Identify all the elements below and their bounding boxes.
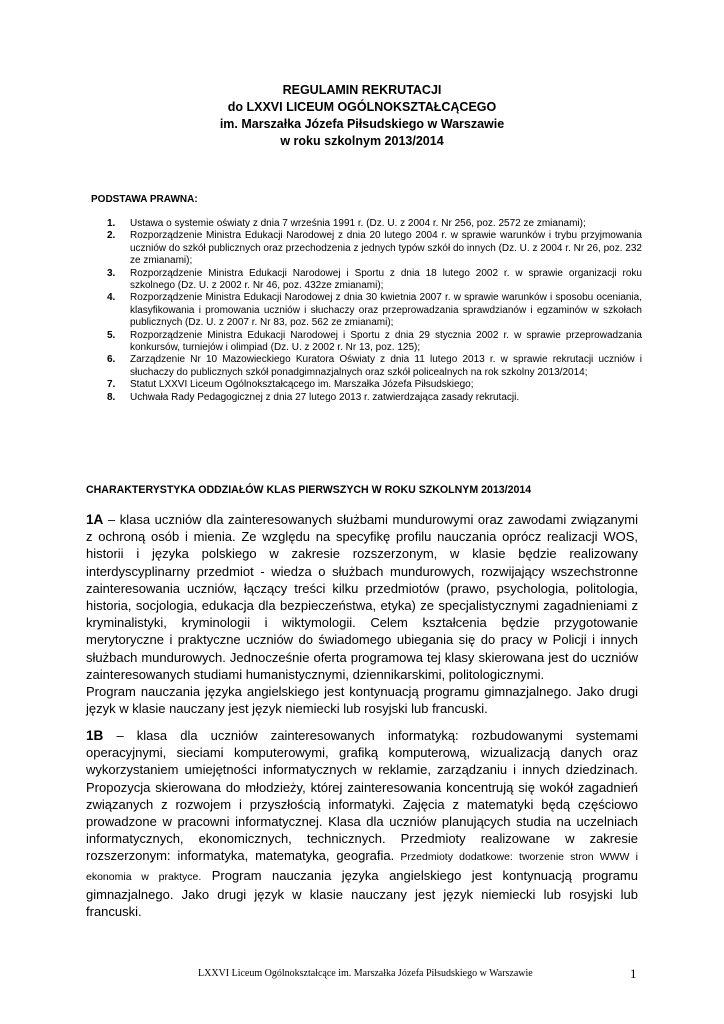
list-item-number: 6. <box>107 354 116 366</box>
class-1a-language: Program nauczania języka angielskiego jest kontynuacją programu gimnazjalnego. Jako drugi język w klasie nauczany jest język niemiecki lub rosyjski lub francuski. <box>86 684 638 717</box>
list-item-text: Ustawa o systemie oświaty z dnia 7 września 1991 r. (Dz. U. z 2004 r. Nr 256, poz. 2572 ze zmianami); <box>130 218 586 229</box>
title-line-2: do LXXVI LICEUM OGÓLNOKSZTAŁCĄCEGO <box>227 100 497 114</box>
class-1a-text: – klasa uczniów dla zainteresowanych służbami mundurowymi oraz zawodami związanymi z ochroną osób i mienia. Ze względu na specyfikę profilu nauczania oprócz realizacji WOS, historii i języka polskiego w zakresie rozszerzonym, w klasie będzie realizowany interdyscyplinarny przedmiot - wiedza o służbach mundurowych, rozwijający wszechstronne zainteresowania uczniów, łączący treści kilku przedmiotów (prawo, psychologia, politologia, historia, socjologia, edukacja dla bezpieczeństwa, etyka) ze specjalistycznymi zagadnieniami z kryminalistyki, kryminologii i wiktymologii. Celem kształcenia będzie przygotowanie merytoryczne i praktyczne uczniów do świadomego ubiegania się do pracy w Policji i innych służbach mundurowych. Jednocześnie oferta programowa tej klasy skierowana jest do uczniów zainteresowanych studiami humanistycznymi, dziennikarskimi, politologicznymi. <box>86 512 638 682</box>
page-number: 1 <box>630 966 637 981</box>
class-1a-paragraph <box>86 511 638 683</box>
class-1b-extra-subjects: Przedmioty dodatkowe: tworzenie stron WWW i ekonomia w praktyce. <box>86 851 638 883</box>
list-item-number: 1. <box>107 218 116 229</box>
class-1b-language: Program nauczania języka angielskiego jest kontynuacją programu gimnazjalnego. Jako drugi język w klasie nauczany jest język niemiecki lub rosyjski lub francuski. <box>86 867 638 920</box>
list-item <box>100 218 642 230</box>
list-item-text: Rozporządzenie Ministra Edukacji Narodowej i Sportu z dnia 29 stycznia 2002 r. w sprawie przeprowadzania konkursów, turniejów i olimpiad (Dz. U. z 2002 r. Nr 13, poz. 125); <box>130 329 642 354</box>
class-1a-description <box>86 511 638 717</box>
page-footer: LXXVI Liceum Ogólnokształcące im. Marszałka Józefa Piłsudskiego w Warszawie <box>198 968 533 979</box>
class-1a-tag: 1A <box>86 512 104 527</box>
list-item-number: 8. <box>107 391 116 403</box>
list-item-text: Rozporządzenie Ministra Edukacji Narodowej z dnia 30 kwietnia 2007 r. w sprawie warunków i sposobu oceniania, klasyfikowania i promowania uczniów i słuchaczy oraz przeprowadzania sprawdzianów i egzaminów w szkołach publicznych (Dz. U. z 2007 r. Nr 83, poz. 562 ze zmianami); <box>130 292 642 329</box>
characteristics-heading: CHARAKTERYSTYKA ODDZIAŁÓW KLAS PIERWSZYCH W ROKU SZKOLNYM 2013/2014 <box>86 484 532 496</box>
list-item-number: 3. <box>107 267 116 279</box>
list-item-text: Zarządzenie Nr 10 Mazowieckiego Kuratora Oświaty z dnia 11 lutego 2013 r. w sprawie rekrutacji uczniów i słuchaczy do publicznych szkół ponadgimnazjalnych oraz szkół policealnych na rok szkolny 2013/2014; <box>130 354 642 378</box>
list-item-number: 7. <box>107 379 116 391</box>
class-1b-text: – klasa dla uczniów zainteresowanych informatyką: rozbudowanymi systemami operacyjnymi, sieciami komputerowymi, grafiką komputerową, wizualizacją danych oraz wykorzystaniem umiejętności informatycznych w reklamie, zarządzaniu i innych dziedzinach. Propozycja skierowana do młodzieży, której zainteresowania koncentrują się wokół zagadnień związanych z rozwojem i przyszłością informatyki. Zajęcia z matematyki będą częściowo prowadzone w pracowni informatycznej. Klasa dla uczniów planujących studia na uczelniach informatycznych, ekonomicznych, technicznych. Przedmioty realizowane w zakresie rozszerzonym: informatyka, matematyka, geografia. <box>86 728 638 864</box>
title-line-4: w roku szkolnym 2013/2014 <box>280 134 444 148</box>
document-title <box>150 82 574 150</box>
list-item <box>100 354 642 379</box>
list-item <box>100 292 642 329</box>
list-item <box>100 379 642 391</box>
list-item <box>100 330 642 355</box>
list-item-number: 2. <box>107 230 116 242</box>
list-item-text: Statut LXXVI Liceum Ogólnokształcącego im. Marszałka Józefa Piłsudskiego; <box>130 379 474 391</box>
list-item-text: Rozporządzenie Ministra Edukacji Narodowej i Sportu z dnia 18 lutego 2002 r. w sprawie organizacji roku szkolnego (Dz. U. z 2002 r. Nr 46, poz. 432ze zmianami); <box>130 267 642 292</box>
title-line-1: REGULAMIN REKRUTACJI <box>282 83 442 97</box>
list-item-number: 4. <box>107 292 116 304</box>
legal-basis-list <box>100 218 642 404</box>
legal-basis-heading: PODSTAWA PRAWNA: <box>91 194 198 205</box>
list-item <box>100 268 642 293</box>
title-line-3: im. Marszałka Józefa Piłsudskiego w Warszawie <box>219 117 505 131</box>
list-item-text: Rozporządzenie Ministra Edukacji Narodowej z dnia 20 lutego 2004 r. w sprawie warunków i trybu przyjmowania uczniów do szkół publicznych oraz przechodzenia z jednych typów szkół do innych (Dz. U. z 2004 r. Nr 26, poz. 232 ze zmianami); <box>130 230 642 267</box>
list-item-number: 5. <box>107 329 116 341</box>
class-1b-tag: 1B <box>86 728 104 743</box>
list-item <box>100 230 642 267</box>
list-item <box>100 392 642 404</box>
class-1b-description <box>86 727 638 920</box>
list-item-text: Uchwała Rady Pedagogicznej z dnia 27 lutego 2013 r. zatwierdzająca zasady rekrutacji. <box>130 391 520 403</box>
